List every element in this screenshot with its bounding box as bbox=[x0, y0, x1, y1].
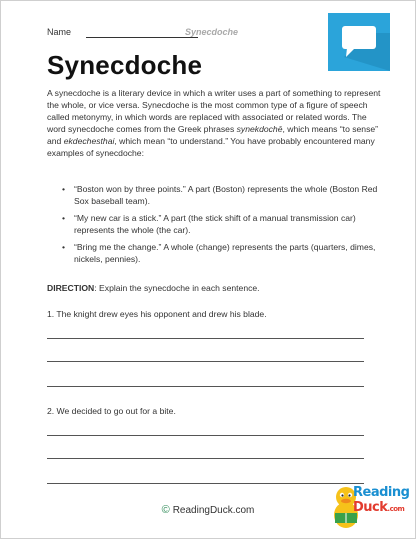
copyright-symbol: © bbox=[161, 504, 170, 516]
answer-line[interactable] bbox=[47, 458, 364, 459]
direction-label: DIRECTION bbox=[47, 283, 95, 293]
answer-line[interactable] bbox=[47, 483, 364, 484]
example-item: • “Bring me the change.” A whole (change) represents the parts (quarters, dimes, nickels, pennies). bbox=[47, 241, 383, 265]
footer-site[interactable]: ReadingDuck.com bbox=[172, 505, 255, 516]
header-topic: Synecdoche bbox=[185, 27, 239, 37]
intro-term-2: ekdechesthai bbox=[63, 136, 115, 146]
speech-bubble-badge bbox=[328, 13, 390, 71]
intro-text-1: A synecdoche is a literary device in which a writer uses a part of something to represent the whole, or vice versa. Synecdoche is the most common type of a figure of speech called metonymy, in which words are replaced with associated or related words. The word synecdoche comes from the Greek phrases bbox=[47, 88, 381, 134]
intro-paragraph bbox=[47, 87, 383, 159]
direction-body: : Explain the synecdoche in each sentence. bbox=[94, 283, 260, 293]
reading-duck-logo bbox=[331, 477, 409, 535]
intro-text-3: , which mean “to understand.” You have probably encountered many examples of synecdoche: bbox=[47, 136, 375, 158]
question-1: 1. The knight drew eyes his opponent and drew his blade. bbox=[47, 309, 267, 319]
answer-line[interactable] bbox=[47, 435, 364, 436]
name-row bbox=[47, 27, 239, 37]
answer-line[interactable] bbox=[47, 386, 364, 387]
example-item: • “Boston won by three points.” A part (Boston) represents the whole (Boston Red Sox baseball team). bbox=[47, 183, 383, 207]
intro-text-2: , which means “to sense” and bbox=[47, 124, 379, 146]
logo-word-reading: Reading bbox=[353, 485, 410, 500]
examples-list bbox=[47, 183, 383, 270]
answer-line[interactable] bbox=[47, 338, 364, 339]
question-2: 2. We decided to go out for a bite. bbox=[47, 406, 176, 416]
name-label: Name bbox=[47, 27, 72, 37]
example-item: • “My new car is a stick.” A part (the stick shift of a manual transmission car) represents the whole (the car). bbox=[47, 212, 383, 236]
direction-text bbox=[47, 283, 260, 293]
intro-term-1: synekdochē bbox=[236, 124, 283, 134]
logo-word-duck-text: Duck bbox=[353, 500, 388, 515]
page-title: Synecdoche bbox=[47, 50, 203, 80]
speech-bubble-icon bbox=[328, 13, 390, 71]
name-blank-line bbox=[86, 37, 198, 38]
logo-suffix: .com bbox=[387, 505, 405, 513]
answer-line[interactable] bbox=[47, 361, 364, 362]
logo-word-duck bbox=[353, 500, 404, 515]
